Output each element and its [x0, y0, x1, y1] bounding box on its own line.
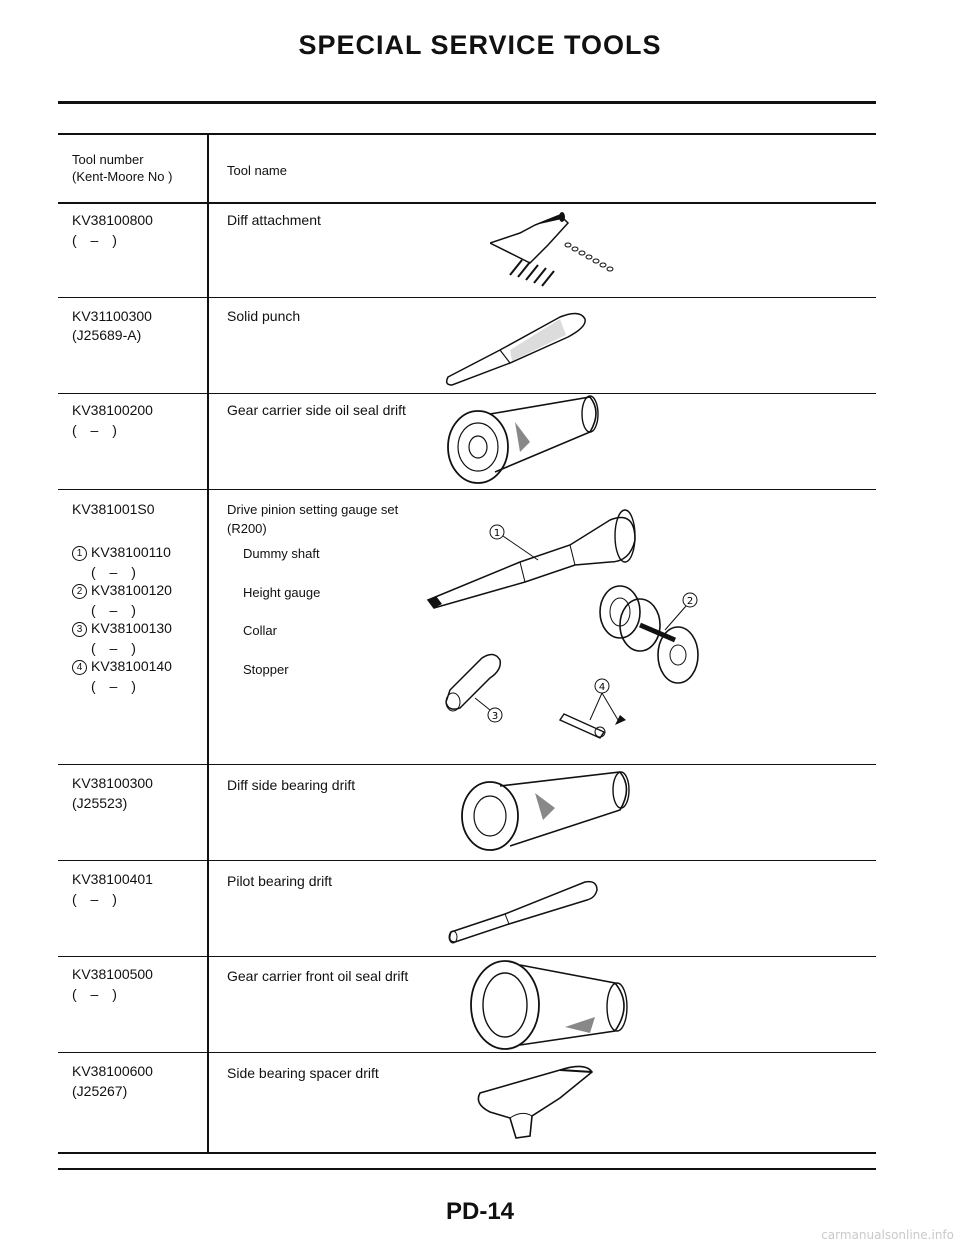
component-number: KV38100120 [91, 582, 172, 598]
front-oil-seal-drift-illustration [465, 957, 665, 1052]
tool-number: KV38100300 [72, 775, 153, 791]
component-name: Height gauge [243, 585, 321, 600]
component-row [72, 658, 172, 675]
kent-moore-number: (J25689-A) [72, 327, 142, 343]
table-bottom-rule [58, 1152, 876, 1154]
tool-name-variant: (R200) [227, 521, 267, 536]
kent-moore-number: ( – ) [91, 640, 141, 656]
kent-moore-number: ( – ) [72, 986, 122, 1002]
tool-name: Gear carrier front oil seal drift [227, 968, 409, 984]
header-tool-number [72, 151, 202, 185]
solid-punch-illustration [440, 305, 600, 390]
drive-pinion-gauge-set-illustration [420, 500, 720, 755]
marker-3: 3 [72, 622, 87, 637]
component-row [72, 544, 171, 561]
row-divider [58, 1052, 876, 1053]
pilot-bearing-drift-illustration [445, 872, 605, 947]
marker-2: 2 [72, 584, 87, 599]
tool-number: KV38100600 [72, 1063, 153, 1079]
column-divider [207, 133, 209, 1153]
marker-4: 4 [72, 660, 87, 675]
kent-moore-number: ( – ) [72, 891, 122, 907]
component-row [72, 620, 172, 637]
kent-moore-number: ( – ) [91, 602, 141, 618]
svg-text:2: 2 [686, 596, 694, 607]
component-name: Stopper [243, 662, 289, 677]
component-number: KV38100140 [91, 658, 172, 674]
row-divider [58, 860, 876, 861]
kent-moore-number: ( – ) [91, 564, 141, 580]
footer-rule [58, 1168, 876, 1170]
spacer-drift-illustration [470, 1058, 610, 1143]
table-top-rule [58, 133, 876, 135]
kent-moore-number: (J25523) [72, 795, 128, 811]
kent-moore-number: ( – ) [72, 232, 122, 248]
tool-number: KV38100800 [72, 212, 153, 228]
component-number: KV38100110 [91, 544, 171, 560]
diff-attachment-illustration [490, 205, 630, 295]
side-bearing-drift-illustration [455, 768, 635, 858]
svg-text:1: 1 [493, 528, 501, 539]
header-tool-name: Tool name [227, 163, 287, 178]
side-oil-seal-drift-illustration [440, 392, 610, 487]
row-divider [58, 764, 876, 765]
tool-name: Side bearing spacer drift [227, 1065, 379, 1081]
watermark: carmanualsonline.info [821, 1228, 954, 1242]
tool-number: KV38100500 [72, 966, 153, 982]
tool-name: Diff side bearing drift [227, 777, 356, 793]
tool-name: Pilot bearing drift [227, 873, 333, 889]
page-number: PD-14 [445, 1198, 515, 1225]
kent-moore-number: ( – ) [72, 422, 122, 438]
marker-1: 1 [72, 546, 87, 561]
svg-text:4: 4 [598, 682, 606, 693]
top-rule [58, 101, 876, 104]
header-bottom-rule [58, 202, 876, 204]
header-tool-number-label: Tool number [72, 152, 144, 167]
kent-moore-number: ( – ) [91, 678, 141, 694]
component-name: Dummy shaft [243, 546, 320, 561]
page-title: SPECIAL SERVICE TOOLS [298, 30, 662, 60]
row-divider [58, 489, 876, 490]
header-kent-moore-label: (Kent-Moore No ) [72, 169, 173, 184]
row-divider [58, 297, 876, 298]
tool-number: KV31100300 [72, 308, 152, 324]
component-number: KV38100130 [91, 620, 172, 636]
tool-name: Drive pinion setting gauge set [227, 502, 399, 517]
kent-moore-number: (J25267) [72, 1083, 128, 1099]
component-name: Collar [243, 623, 277, 638]
component-row [72, 582, 172, 599]
svg-text:3: 3 [491, 711, 499, 722]
tool-number: KV38100200 [72, 402, 153, 418]
tool-name: Gear carrier side oil seal drift [227, 402, 406, 418]
tool-name: Diff attachment [227, 212, 321, 228]
tool-name: Solid punch [227, 308, 301, 324]
tool-number: KV381001S0 [72, 501, 155, 517]
tool-number: KV38100401 [72, 871, 153, 887]
